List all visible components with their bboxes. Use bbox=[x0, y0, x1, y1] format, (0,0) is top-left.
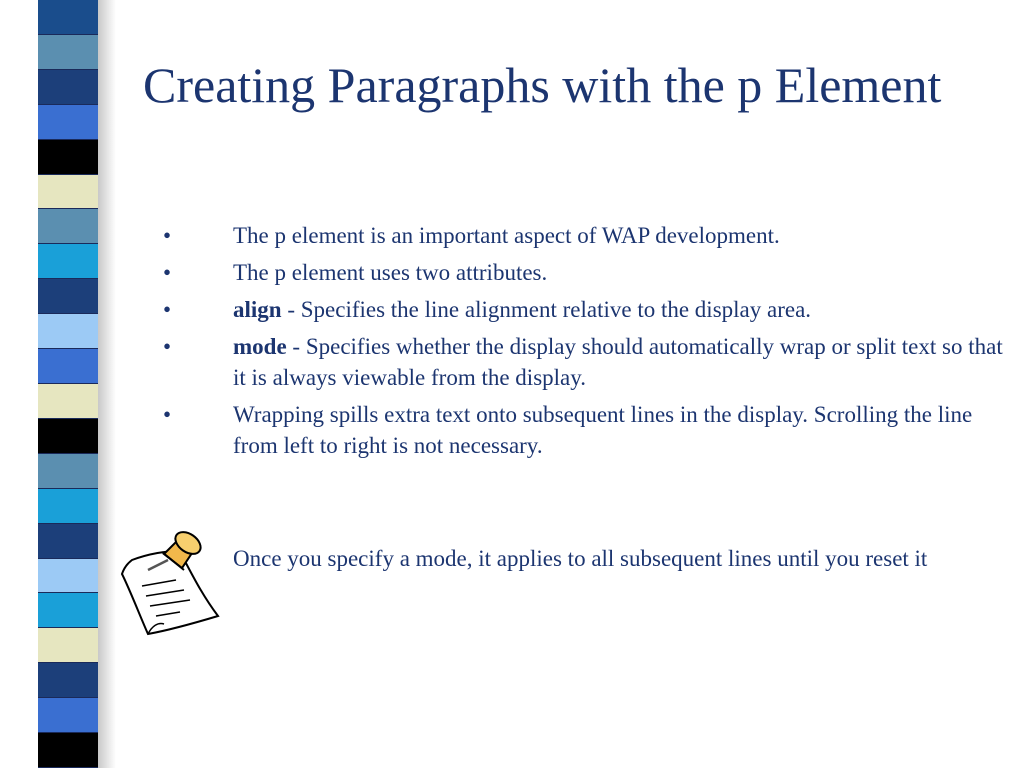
stripe-segment bbox=[38, 35, 98, 70]
bullet-body: - Specifies whether the display should automatically wrap or split text so that it is always viewable from the display. bbox=[233, 334, 1003, 390]
bullet-marker: • bbox=[163, 334, 172, 359]
bullet-list bbox=[163, 220, 1023, 467]
stripe-segment bbox=[38, 524, 98, 559]
bullet-text bbox=[233, 294, 1013, 325]
bullet-keyword: align bbox=[233, 297, 282, 322]
bullet-item bbox=[163, 331, 1023, 393]
bullet-item bbox=[163, 257, 1023, 288]
bullet-body: The p element uses two attributes. bbox=[233, 260, 548, 285]
stripe-segment bbox=[38, 279, 98, 314]
bullet-body: - Specifies the line alignment relative to the display area. bbox=[281, 297, 812, 322]
bullet-marker: • bbox=[163, 223, 172, 248]
bullet-item bbox=[163, 220, 1023, 251]
stripe-segment bbox=[38, 559, 98, 594]
bullet-item bbox=[163, 399, 1023, 461]
stripe-segment bbox=[38, 140, 98, 175]
stripe-segment bbox=[38, 105, 98, 140]
bullet-text bbox=[233, 331, 1013, 393]
bullet-text bbox=[233, 220, 1013, 251]
stripe-segment bbox=[38, 384, 98, 419]
stripe-segment bbox=[38, 628, 98, 663]
stripe-segment bbox=[38, 209, 98, 244]
stripe-segment bbox=[38, 454, 98, 489]
bullet-text bbox=[233, 257, 1013, 288]
stripe-segment bbox=[38, 314, 98, 349]
stripe-segment bbox=[38, 0, 98, 35]
bullet-marker: • bbox=[163, 402, 172, 427]
stripe-segment bbox=[38, 70, 98, 105]
bullet-keyword: mode bbox=[233, 334, 287, 359]
note-text: Once you specify a mode, it applies to all subsequent lines until you reset it bbox=[233, 546, 928, 571]
stripe-segment bbox=[38, 244, 98, 279]
stripe-segment bbox=[38, 733, 98, 768]
slide-title: Creating Paragraphs with the p Element bbox=[143, 57, 942, 113]
bullet-body: Wrapping spills extra text onto subsequent lines in the display. Scrolling the line from left to right is not necessary. bbox=[233, 402, 973, 458]
stripe-segment bbox=[38, 698, 98, 733]
stripe-segment bbox=[38, 349, 98, 384]
bullet-item bbox=[163, 294, 1023, 325]
pushpin-note-icon bbox=[118, 530, 224, 640]
bullet-marker: • bbox=[163, 260, 172, 285]
stripe-segment bbox=[38, 175, 98, 210]
bullet-text bbox=[233, 399, 1013, 461]
stripe-segment bbox=[38, 663, 98, 698]
stripe-segment bbox=[38, 419, 98, 454]
stripe-shadow bbox=[98, 0, 116, 768]
bullet-body: The p element is an important aspect of WAP development. bbox=[233, 223, 780, 248]
stripe-segment bbox=[38, 489, 98, 524]
decorative-stripe-bar bbox=[38, 0, 98, 768]
stripe-segment bbox=[38, 593, 98, 628]
bullet-marker: • bbox=[163, 297, 172, 322]
